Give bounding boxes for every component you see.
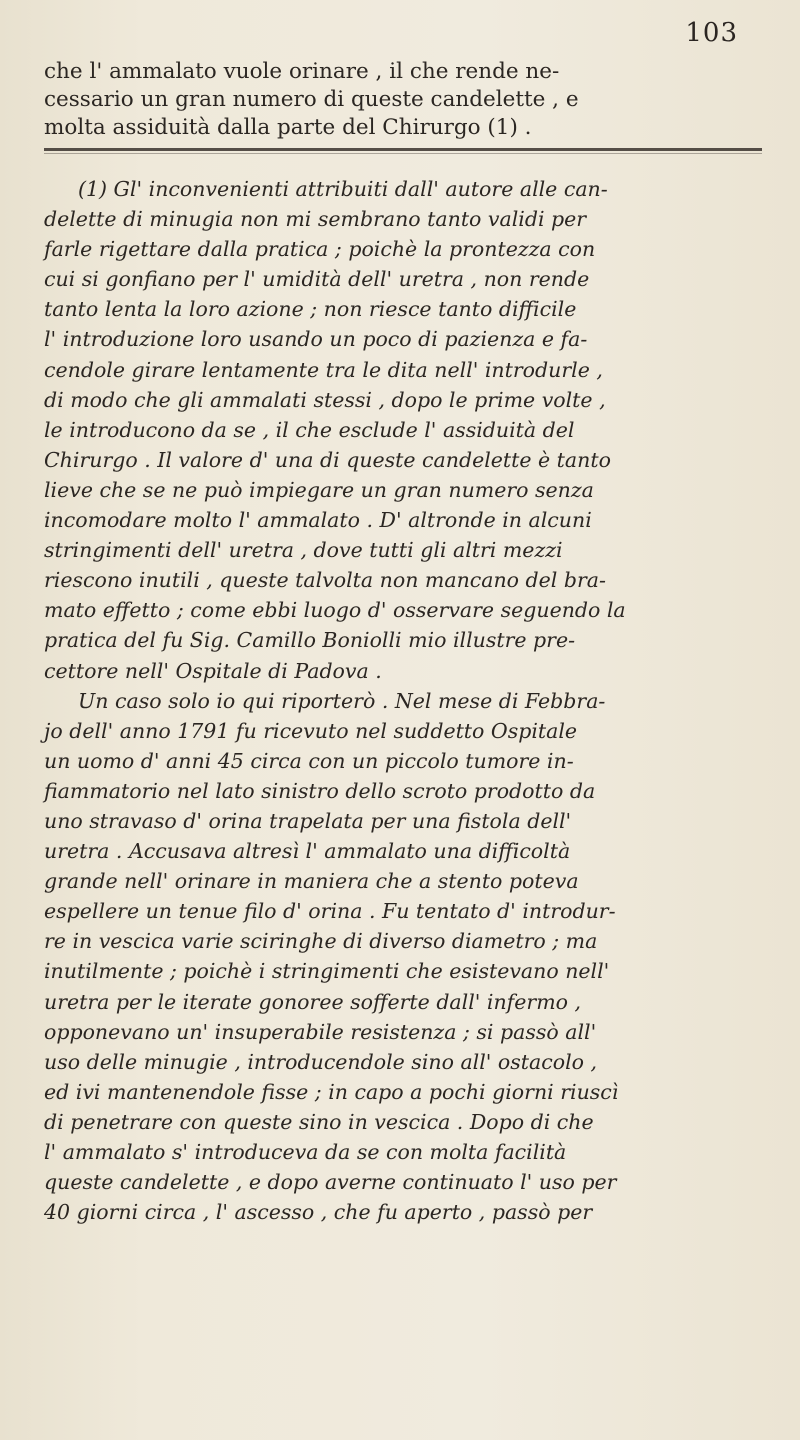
footnote-line: di modo che gli ammalati stessi , dopo le prime volte , <box>44 387 606 412</box>
footnote-line: re in vescica varie sciringhe di diverso diametro ; ma <box>44 929 598 954</box>
main-text-line: cessario un gran numero di queste candelette , e <box>44 87 579 112</box>
footnote-line: (1) Gl' inconvenienti attribuiti dall' autore alle can- <box>78 177 608 201</box>
footnote-line: fiammatorio nel lato sinistro dello scroto prodotto da <box>44 778 596 803</box>
footnote-line: farle rigettare dalla pratica ; poichè la prontezza con <box>44 237 596 262</box>
main-text <box>44 58 764 142</box>
footnote-line: riescono inutili , queste talvolta non mancano del bra- <box>44 568 606 593</box>
footnote-line: ed ivi mantenendole fisse ; in capo a pochi giorni riuscì <box>44 1079 619 1104</box>
footnote-line: cui si gonfiano per l' umidità dell' uretra , non rende <box>44 267 590 292</box>
footnote-line: opponevano un' insuperabile resistenza ; si passò all' <box>44 1019 597 1044</box>
footnote-line: l' ammalato s' introduceva da se con molta facilità <box>44 1140 567 1164</box>
footnote-separator-thin <box>44 153 762 154</box>
footnote-line: incomodare molto l' ammalato . D' altronde in alcuni <box>44 508 592 533</box>
footnote-line: jo dell' anno 1791 fu ricevuto nel suddetto Ospitale <box>44 718 578 743</box>
footnote-line: grande nell' orinare in maniera che a stento poteva <box>44 869 579 894</box>
footnote-line: 40 giorni circa , l' ascesso , che fu aperto , passò per <box>44 1200 593 1225</box>
footnote-line: lieve che se ne può impiegare un gran numero senza <box>44 477 594 502</box>
footnote <box>44 174 764 1227</box>
main-text-line: che l' ammalato vuole orinare , il che rende ne- <box>44 59 560 84</box>
footnote-line: uso delle minugie , introducendole sino all' ostacolo , <box>44 1049 598 1074</box>
footnote-line: uno stravaso d' orina trapelata per una fistola dell' <box>44 808 572 833</box>
footnote-line: inutilmente ; poichè i stringimenti che esistevano nell' <box>44 959 610 984</box>
footnote-separator <box>44 148 762 151</box>
footnote-line: un uomo d' anni 45 circa con un piccolo tumore in- <box>44 748 574 773</box>
footnote-line: l' introduzione loro usando un poco di pazienza e fa- <box>44 327 588 352</box>
footnote-line: uretra . Accusava altresì l' ammalato una difficoltà <box>44 839 571 864</box>
page-number: 103 <box>685 18 738 48</box>
footnote-line: queste candelette , e dopo averne continuato l' uso per <box>44 1170 617 1195</box>
footnote-line: le introducono da se , il che esclude l' assiduità del <box>44 417 575 442</box>
footnote-line: espellere un tenue filo d' orina . Fu tentato d' introdur- <box>44 899 616 924</box>
footnote-line: cettore nell' Ospitale di Padova . <box>44 658 382 683</box>
footnote-line: uretra per le iterate gonoree sofferte dall' infermo , <box>44 989 582 1014</box>
footnote-line: pratica del fu Sig. Camillo Boniolli mio illustre pre- <box>44 628 576 653</box>
footnote-line: mato effetto ; come ebbi luogo d' osservare seguendo la <box>44 598 626 623</box>
footnote-line: stringimenti dell' uretra , dove tutti gli altri mezzi <box>44 538 563 563</box>
footnote-line: tanto lenta la loro azione ; non riesce tanto difficile <box>44 297 577 322</box>
footnote-line: Un caso solo io qui riporterò . Nel mese di Febbra- <box>78 688 606 713</box>
main-text-line: molta assiduità dalla parte del Chirurgo (1) . <box>44 115 532 140</box>
footnote-line: Chirurgo . Il valore d' una di queste candelette è tanto <box>44 447 611 472</box>
footnote-line: cendole girare lentamente tra le dita nell' introdurle , <box>44 357 603 382</box>
footnote-line: delette di minugia non mi sembrano tanto validi per <box>44 207 587 232</box>
footnote-line: di penetrare con queste sino in vescica . Dopo di che <box>44 1109 594 1134</box>
